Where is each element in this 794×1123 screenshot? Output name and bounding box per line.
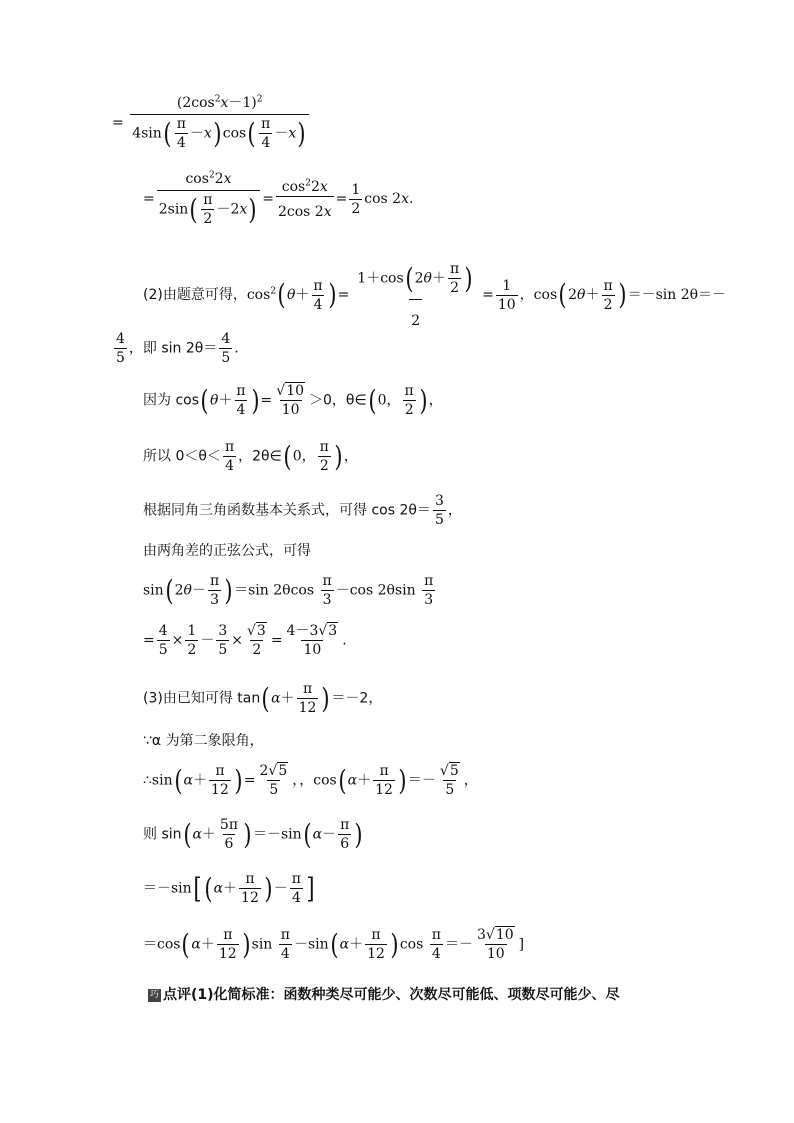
line-6: 由两角差的正弦公式，可得 [143, 543, 311, 559]
line-3: 因为 cos(θ＋ $\frac{\pi}{4}$ )= $\frac{√10}{10}$ ＞0，θ∈(0， $\frac{\pi}{2}$ )， [143, 383, 443, 418]
fraction-2: $\cos^22x$ 2sin( $\frac{\pi}{2}$ －2x) [157, 172, 261, 226]
fraction-1-numerator: $(2\cos^2x-1)^2$ [176, 94, 263, 111]
part-3-label: (3)由已知可得 tan [143, 690, 261, 707]
review-line [148, 988, 620, 1002]
line-4: 所以 0＜θ＜ $\frac{\pi}{4}$ ，2θ∈(0， $\frac{\pi}{2}$ )， [143, 439, 358, 474]
line-2: = $\cos^22x$ 2sin( $\frac{\pi}{2}$ －2x) = $\frac{\cos^22x}{2\cos 2x}$ = $\frac{1}{2}$ cos 2x. [143, 170, 414, 227]
line-part2: (2)由题意可得，$\cos^2(\theta+$ $\frac{\pi}{4}$ )= 1＋cos(2θ＋ $\frac{\pi}{2}$ ) 2 = $\frac{1}{10}$ ，cos(2θ＋ $\frac{\pi}{2}$ )＝－sin 2θ＝－ [143, 261, 727, 329]
line-10: ∵α 为第二象限角， [143, 733, 264, 749]
equals-sign: = [112, 115, 124, 131]
fraction-1-denominator: 4sin( $\frac{\pi}{4}$ －x)cos( $\frac{\pi}{4}$ －x) [130, 114, 309, 150]
line-11: ∴sin(α＋ $\frac{\pi}{12}$ )= $\frac{2√5}{5}$ ，，cos(α＋ $\frac{\pi}{12}$ )＝－ $\frac{√5}{5}$ ， [143, 763, 478, 798]
line-7: sin(2θ－ $\frac{\pi}{3}$ )＝sin 2θcos $\frac{\pi}{3}$ －cos 2θsin $\frac{\pi}{3}$ [143, 573, 434, 608]
fraction-1 [130, 96, 309, 150]
line-8: = $\frac{4}{5}$ × $\frac{1}{2}$ － $\frac{3}{5}$ × $\frac{√3}{2}$ = $\frac{4-3√3}{10}$ . [143, 623, 347, 658]
review-text: 点评(1)化简标准：函数种类尽可能少、次数尽可能低、项数尽可能少、尽 [163, 987, 620, 1003]
line-9: (3)由已知可得 tan(α＋ $\frac{\pi}{12}$ )＝－2， [143, 681, 383, 716]
line-12: 则 sin(α＋ $\frac{5\pi}{6}$ )＝－sin(α－ $\frac{\pi}{6}$ ) [143, 817, 363, 852]
line-part2b: $\frac{4}{5}$ ，即 sin 2θ＝ $\frac{4}{5}$ . [116, 331, 239, 366]
line-13: ＝－sin[(α＋ $\frac{\pi}{12}$ )－ $\frac{\pi}{4}$ ] [143, 871, 315, 906]
fraction-3: $\frac{\cos^22x}{2\cos 2x}$ [277, 177, 332, 220]
line-1 [112, 96, 311, 150]
line-14: ＝cos(α＋ $\frac{\pi}{12}$ )sin $\frac{\pi}{4}$ －sin(α＋ $\frac{\pi}{12}$ )cos $\frac{\pi}{4}$ ＝－ $\frac{3√10}{10}$ ] [143, 927, 525, 962]
part-2-label: (2)由题意可得， [143, 287, 247, 303]
line-5: 根据同角三角函数基本关系式，可得 cos 2θ＝ $\frac{3}{5}$ ， [143, 493, 462, 528]
part-2-result: ＝－sin 2θ＝－ [627, 287, 727, 303]
review-badge: 巧 [150, 989, 160, 1000]
